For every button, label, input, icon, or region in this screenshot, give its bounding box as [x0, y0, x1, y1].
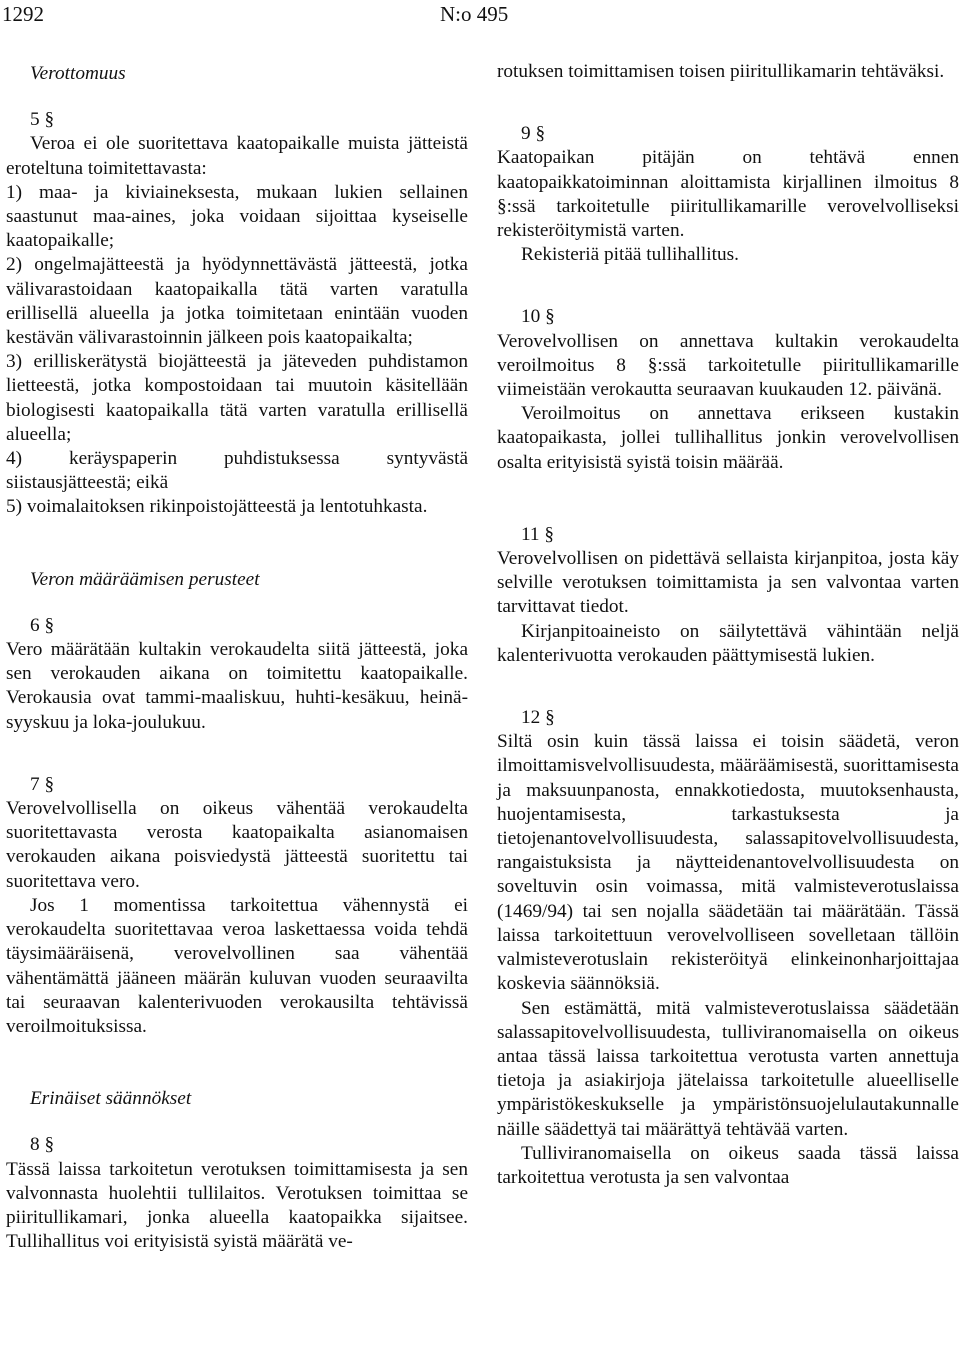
section-12-paragraph-1: Siltä osin kuin tässä laissa ei toisin säädetä, veron ilmoittamisvelvollisuudesta, määräämisestä, suorittamisesta ja maksuunpanosta, ennakkotiedosta, muutoksenhausta, huojentamisesta, tarkastuksesta ja tietojenantovelvollisuudesta, salassapitovelvollisuudesta, rangaistuksista ja näytteidenantovelvollisuudesta on soveltuvin osin voimassa, mitä valmisteverotuslaissa (1469/94) tai sen nojalla säädetään tai määrätään. Tässä laissa tarkoitettuun verovelvolliseen sovelletaan tällöin valmisteverotuslain rekisteröityä elinkeinonharjoittajaa koskevia säännöksiä.	[497, 731, 959, 995]
section-11-title: 11 §	[521, 523, 555, 545]
section-8-continuation: rotuksen toimittamisen toisen piiritullikamarin tehtäväksi.	[497, 61, 945, 82]
heading-verottomuus: Verottomuus	[30, 63, 126, 84]
section-12-paragraph-3: Tulliviranomaisella on oikeus saada tässä laissa tarkoitettua verotusta ja sen valvontaa	[497, 1142, 959, 1188]
section-12-title: 12 §	[521, 707, 555, 729]
section-6-paragraph: Vero määrätään kultakin verokaudelta siitä jätteestä, joka sen verokauden aikana on toimitettu kaatopaikalle. Verokausia ovat tammi-maaliskuu, huhti-kesäkuu, heinä-syyskuu ja loka-joulukuu.	[6, 639, 468, 733]
heading-erinaiset-saannokset: Erinäiset säännökset	[30, 1088, 192, 1110]
section-8-title: 8 §	[30, 1134, 55, 1156]
page-number: 1292	[2, 2, 44, 26]
section-9-paragraph-2: Rekisteriä pitää tullihallitus.	[521, 244, 739, 266]
section-5-paragraph: Veroa ei ole suoritettava kaatopaikalle muista jätteistä eroteltuna toimitettavasta:	[6, 133, 468, 179]
heading-veron-maaraamisen-perusteet: Veron määräämisen perusteet	[30, 568, 260, 590]
left-column	[6, 62, 468, 1254]
issue-number: N:o 495	[440, 2, 509, 26]
section-9-paragraph-1: Kaatopaikan pitäjän on tehtävä ennen kaatopaikkatoiminnan aloittamista kirjallinen ilmoitus 8 §:ssä tarkoitetulle piiritullikamarille verovelvolliseksi rekisteröitymistä varten.	[497, 147, 959, 242]
section-5-item-3: 3) erilliskerätystä biojätteestä ja jäteveden puhdistamon lietteestä, jotka kompostoidaan tai muutoin käsitellään biologisesti kaatopaikalla tätä varten varatulla erillisellä alueella;	[6, 351, 468, 445]
section-5-item-4: 4) keräyspaperin puhdistuksessa syntyvästä siistausjätteestä; eikä	[6, 448, 468, 494]
section-7-paragraph-2: Jos 1 momentissa tarkoitettua vähennystä ei verokaudelta suoritettavaa veroa laskettaessa voida tehdä täysimääräisenä, verovelvollinen saa vähentää vähentämättä jääneen määrän kuluvan vuoden seuraavilta tai seuraavan kalenterivuoden verokausilta tehtävissä veroilmoituksissa.	[6, 894, 468, 1037]
section-10-paragraph-2: Veroilmoitus on annettava erikseen kustakin kaatopaikasta, jollei tullihallitus jonkin verovelvollisen osalta erityisistä syistä toisin määrää.	[497, 403, 959, 473]
section-5-item-5: 5) voimalaitoksen rikinpoistojätteestä ja lentotuhkasta.	[6, 496, 428, 518]
section-5-title: 5 §	[30, 109, 55, 131]
section-6-title: 6 §	[30, 614, 55, 636]
right-column	[497, 60, 959, 1190]
section-7-title: 7 §	[30, 773, 55, 795]
section-7-paragraph-1: Verovelvollisella on oikeus vähentää verokaudelta suoritettavasta verosta kaatopaikalta asianomaisen verokauden aikana poisviedystä jätteestä suoritettu tai suoritettava vero.	[6, 798, 468, 892]
section-9-title: 9 §	[521, 123, 546, 145]
section-5-item-2: 2) ongelmajätteestä ja hyödynnettävästä jätteestä, jotka välivarastoidaan kaatopaikalla tätä varten varatulla erillisellä alueella ja jotka toimitetaan enintään vuoden kestävän välivarastoinnin jälkeen pois kaatopaikalta;	[6, 254, 468, 349]
section-10-paragraph-1: Verovelvollisen on annettava kultakin verokaudelta veroilmoitus 8 §:ssä tarkoitetulle piiritullikamarille viimeistään verokautta seuraavan kuukauden 12. päivänä.	[497, 330, 959, 401]
section-5-item-1: 1) maa- ja kiviaineksesta, mukaan lukien sellainen saastunut maa-aines, joka voidaan sijoittaa kyseiselle kaatopaikalle;	[6, 181, 468, 252]
section-11-paragraph-1: Verovelvollisen on pidettävä sellaista kirjanpitoa, josta käy selville verotuksen toimittamista ja sen valvontaa varten tarvittavat tiedot.	[497, 548, 959, 618]
page-header	[0, 0, 960, 34]
section-11-paragraph-2: Kirjanpitoaineisto on säilytettävä vähintään neljä kalenterivuotta verokauden päättymisestä lukien.	[497, 620, 959, 666]
section-8-paragraph: Tässä laissa tarkoitetun verotuksen toimittamisesta ja sen valvonnasta huolehtii tullilaitos. Verotuksen toimittaa se piiritullikamari, jonka alueella kaatopaikka sijaitsee. Tullihallitus voi erityisistä syistä määrätä ve-	[6, 1158, 468, 1253]
section-12-paragraph-2: Sen estämättä, mitä valmisteverotuslaissa säädetään salassapitovelvollisuudesta, tulliviranomaisella on oikeus antaa tässä laissa tarkoitettua verotusta varten annettuja tietoja ja asiakirjoja jätelaissa tarkoitetulle alueelliselle ympäristökeskukselle ja ympäristönsuojelulautakunnalle näille säädettyä tai määrättyä tehtävää varten.	[497, 997, 959, 1140]
section-10-title: 10 §	[521, 306, 555, 328]
